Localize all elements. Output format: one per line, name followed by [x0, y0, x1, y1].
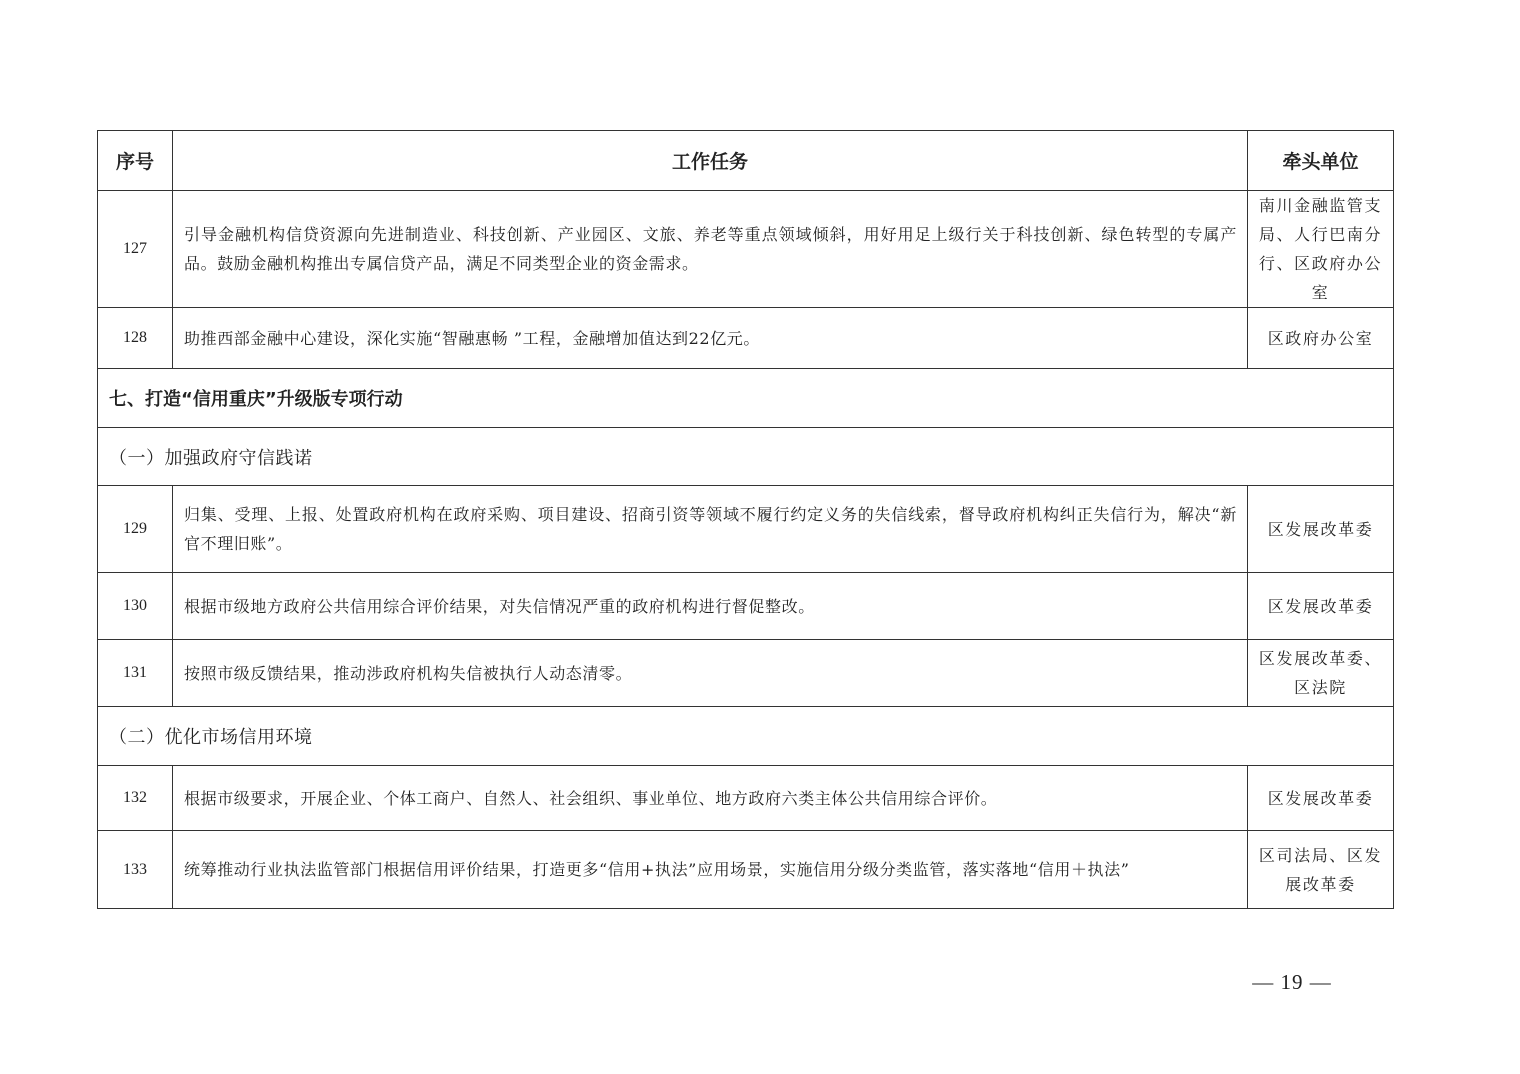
row-task: 按照市级反馈结果，推动涉政府机构失信被执行人动态清零。 — [173, 640, 1248, 707]
row-unit: 南川金融监管支局、人行巴南分行、区政府办公室 — [1248, 191, 1394, 308]
row-task: 助推西部金融中心建设，深化实施“智融惠畅 ”工程，金融增加值达到22亿元。 — [173, 308, 1248, 369]
row-task: 根据市级要求，开展企业、个体工商户、自然人、社会组织、事业单位、地方政府六类主体公共信用综合评价。 — [173, 766, 1248, 831]
row-unit: 区发展改革委 — [1248, 766, 1394, 831]
table-row — [98, 573, 1394, 640]
row-num: 133 — [98, 831, 173, 909]
row-unit: 区政府办公室 — [1248, 308, 1394, 369]
table-row — [98, 486, 1394, 573]
row-num: 127 — [98, 191, 173, 308]
row-unit: 区司法局、区发展改革委 — [1248, 831, 1394, 909]
row-task: 归集、受理、上报、处置政府机构在政府采购、项目建设、招商引资等领域不履行约定义务的失信线索，督导政府机构纠正失信行为，解决“新官不理旧账”。 — [173, 486, 1248, 573]
row-num: 131 — [98, 640, 173, 707]
table-row — [98, 191, 1394, 308]
task-table — [97, 130, 1394, 909]
section-heading: 七、打造“信用重庆”升级版专项行动 — [98, 369, 1394, 428]
section-heading-row — [98, 369, 1394, 428]
header-num: 序号 — [98, 131, 173, 191]
row-unit: 区发展改革委、区法院 — [1248, 640, 1394, 707]
table-row — [98, 640, 1394, 707]
page-number: — 19 — — [1252, 970, 1332, 994]
row-task: 根据市级地方政府公共信用综合评价结果，对失信情况严重的政府机构进行督促整改。 — [173, 573, 1248, 640]
table-header-row — [98, 131, 1394, 191]
row-unit: 区发展改革委 — [1248, 486, 1394, 573]
subsection-heading: （二）优化市场信用环境 — [98, 707, 1394, 766]
subsection-heading-row — [98, 428, 1394, 486]
row-num: 129 — [98, 486, 173, 573]
row-num: 132 — [98, 766, 173, 831]
header-unit: 牵头单位 — [1248, 131, 1394, 191]
subsection-heading-row — [98, 707, 1394, 766]
table-row — [98, 308, 1394, 369]
row-unit: 区发展改革委 — [1248, 573, 1394, 640]
subsection-heading: （一）加强政府守信践诺 — [98, 428, 1394, 486]
row-task: 统筹推动行业执法监管部门根据信用评价结果，打造更多“信用+执法”应用场景，实施信用分级分类监管，落实落地“信用＋执法” — [173, 831, 1248, 909]
table-row — [98, 831, 1394, 909]
row-task: 引导金融机构信贷资源向先进制造业、科技创新、产业园区、文旅、养老等重点领域倾斜，用好用足上级行关于科技创新、绿色转型的专属产品。鼓励金融机构推出专属信贷产品，满足不同类型企业的资金需求。 — [173, 191, 1248, 308]
header-task: 工作任务 — [173, 131, 1248, 191]
row-num: 128 — [98, 308, 173, 369]
row-num: 130 — [98, 573, 173, 640]
table-row — [98, 766, 1394, 831]
